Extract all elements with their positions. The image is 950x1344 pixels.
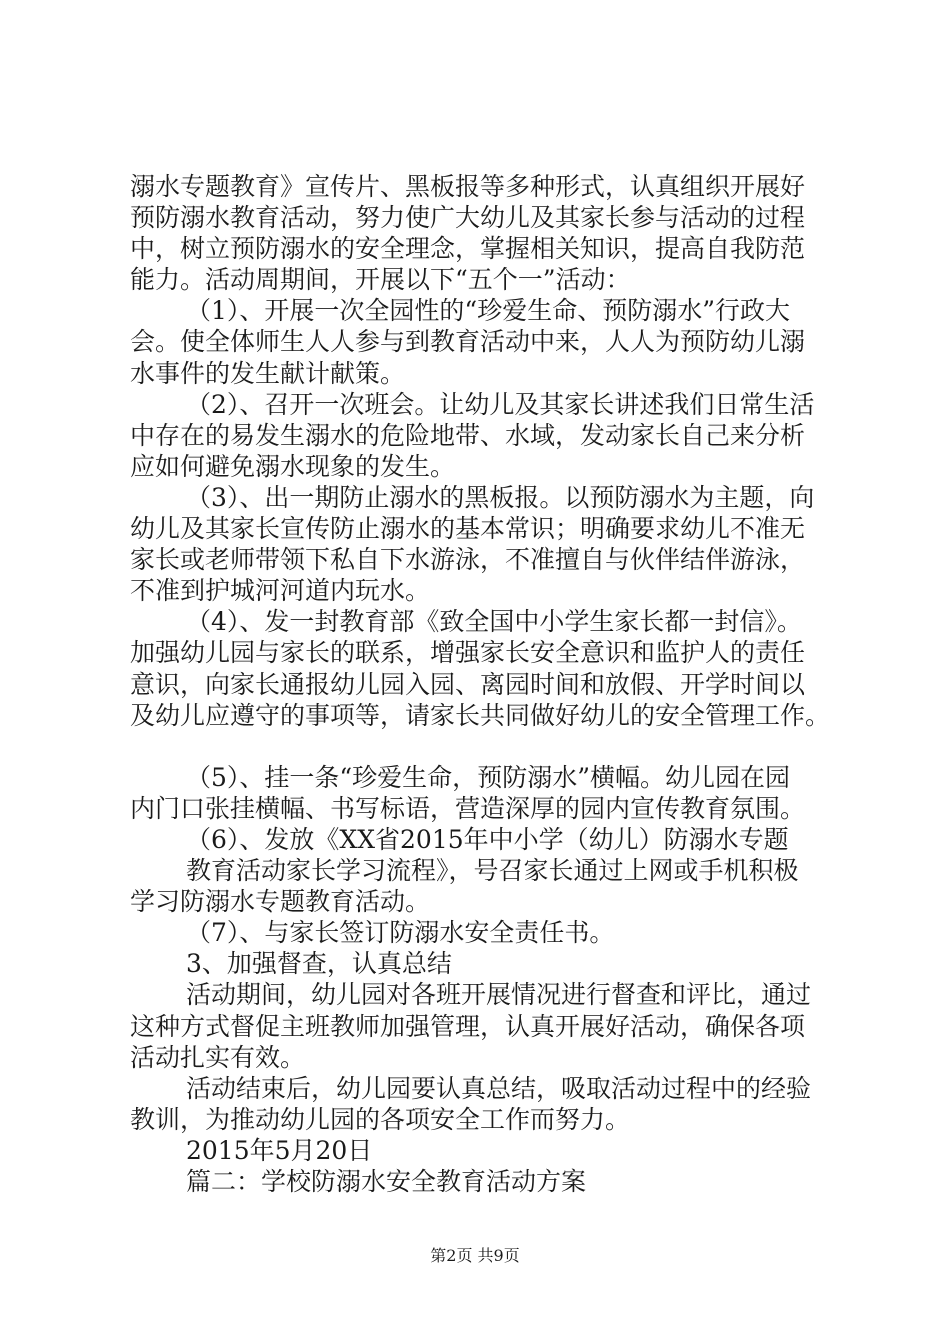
document-body xyxy=(130,171,850,1197)
text-line: 2015年5月20日 xyxy=(186,1135,373,1165)
text-line: 篇二：学校防溺水安全教育活动方案 xyxy=(186,1167,587,1196)
text-line: 活动扎实有效。 xyxy=(130,1042,306,1072)
text-line: 活动期间，幼儿园对各班开展情况进行督查和评比，通过 xyxy=(186,980,812,1010)
text-line: （2）、召开一次班会。让幼儿及其家长讲述我们日常生活 xyxy=(186,389,815,419)
text-line: 能力。活动周期间，开展以下“五个一”活动： xyxy=(130,265,631,295)
text-line: 家长或老师带领下私自下水游泳，不准擅自与伙伴结伴游泳， xyxy=(130,545,806,575)
page-footer: 第2页 共9页 xyxy=(430,1246,520,1265)
text-line: 水事件的发生献计献策。 xyxy=(130,358,406,388)
text-line: 教育活动家长学习流程》，号召家长通过上网或手机积极 xyxy=(186,856,799,886)
text-line: 3、加强督查，认真总结 xyxy=(186,949,452,979)
text-line: 中，树立预防溺水的安全理念，掌握相关知识，提高自我防范 xyxy=(130,234,806,264)
text-line: （6）、发放《XX省2015年中小学（幼儿）防溺水专题 xyxy=(186,824,789,854)
text-line: 溺水专题教育》宣传片、黑板报等多种形式，认真组织开展好 xyxy=(130,172,806,201)
text-line: （5）、挂一条“珍爱生命，预防溺水”横幅。幼儿园在园 xyxy=(186,762,790,792)
text-line: 及幼儿应遵守的事项等，请家长共同做好幼儿的安全管理工作。 xyxy=(130,700,831,730)
text-line: 不准到护城河河道内玩水。 xyxy=(130,576,431,606)
text-line: 这种方式督促主班教师加强管理，认真开展好活动，确保各项 xyxy=(130,1011,806,1041)
text-line: 幼儿及其家长宣传防止溺水的基本常识；明确要求幼儿不准无 xyxy=(130,514,806,544)
text-line: 预防溺水教育活动，努力使广大幼儿及其家长参与活动的过程 xyxy=(130,203,806,233)
text-line: （3）、出一期防止溺水的黑板报。以预防溺水为主题，向 xyxy=(186,482,815,512)
text-line: 加强幼儿园与家长的联系，增强家长安全意识和监护人的责任 xyxy=(130,638,806,668)
text-line: （4）、发一封教育部《致全国中小学生家长都一封信》。 xyxy=(186,607,802,637)
text-line: 会。使全体师生人人参与到教育活动中来，人人为预防幼儿溺 xyxy=(130,327,806,357)
blank-line xyxy=(130,731,850,762)
text-line: 意识，向家长通报幼儿园入园、离园时间和放假、开学时间以 xyxy=(130,669,806,699)
text-line: 教训，为推动幼儿园的各项安全工作而努力。 xyxy=(130,1104,631,1134)
text-line: 内门口张挂横幅、书写标语，营造深厚的园内宣传教育氛围。 xyxy=(130,793,806,823)
text-line: 活动结束后，幼儿园要认真总结，吸取活动过程中的经验 xyxy=(186,1073,812,1103)
text-line: 中存在的易发生溺水的危险地带、水域，发动家长自己来分析 xyxy=(130,420,806,450)
text-line: 应如何避免溺水现象的发生。 xyxy=(130,451,456,481)
text-line: 学习防溺水专题教育活动。 xyxy=(130,887,431,917)
text-line: （7）、与家长签订防溺水安全责任书。 xyxy=(186,918,615,948)
text-line: （1）、开展一次全园性的“珍爱生命、预防溺水”行政大 xyxy=(186,296,790,326)
